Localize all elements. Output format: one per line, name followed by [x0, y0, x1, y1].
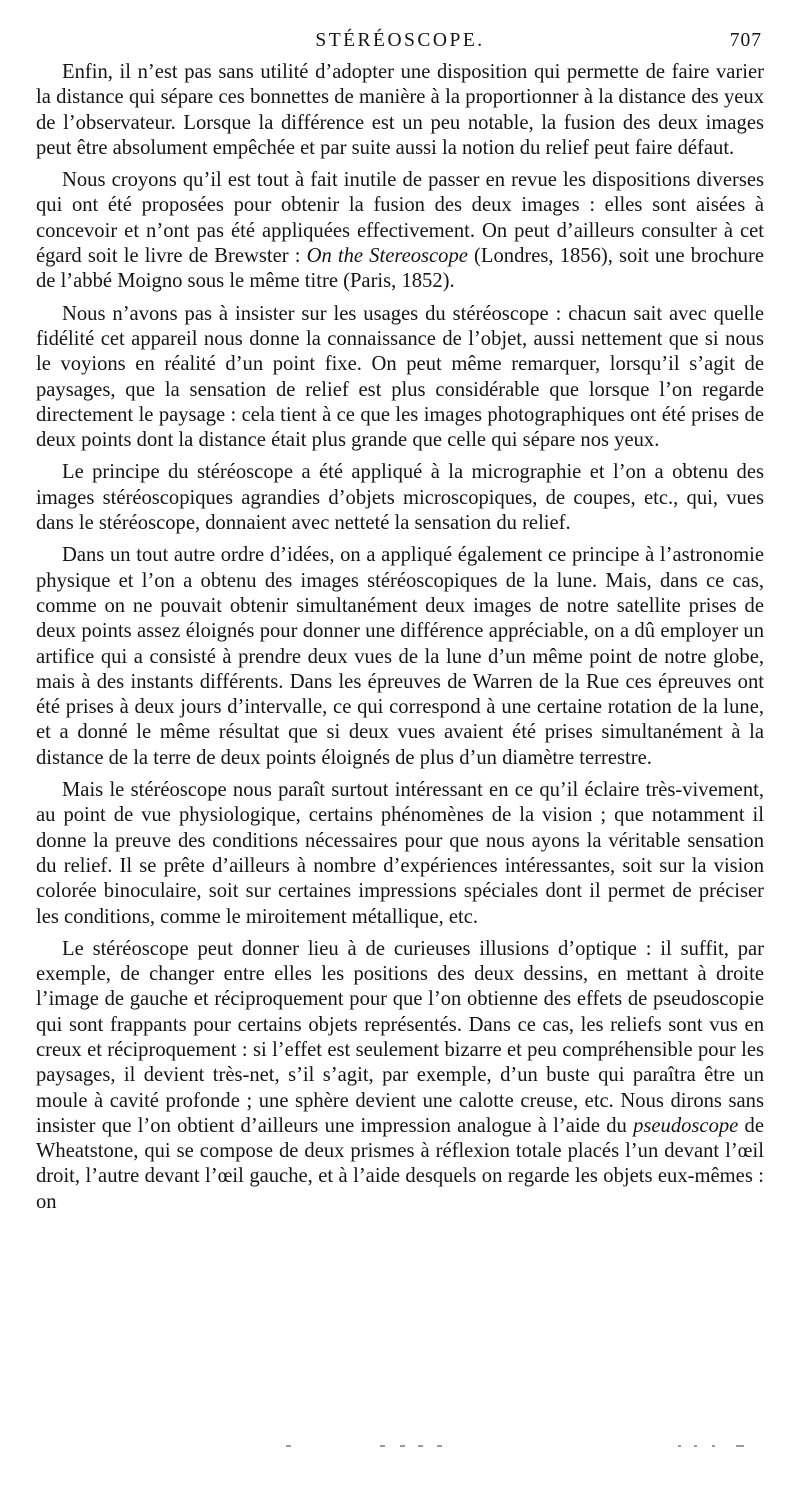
print-mark: [380, 1445, 385, 1447]
text-run: de Wheatstone, qui se compose de deux prismes à réflexion totale placés l’un devant l’œil droit, l’autre devant l’œil gauche, et à l’aide desquels on regarde les objets eux-mêmes : on: [36, 1114, 764, 1213]
text-run: Mais le stéréoscope nous paraît surtout intéressant en ce qu’il éclaire très-vivement, au point de vue physiologique, certains phénomènes de la vision ; que notamment il donne la preuve des conditions nécessaires pour que nous ayons la véritable sensation du relief. Il se prête d’ailleurs à nombre d’expériences intéressantes, soit sur la vision colorée binoculaire, soit sur certaines impressions spéciales dont il permet de préciser les conditions, comme le miroitement métallique, etc.: [36, 779, 764, 928]
body-text: [36, 60, 764, 1215]
italic-title: pseudoscope: [633, 1114, 739, 1137]
paragraph: [36, 778, 764, 930]
print-mark: [694, 1445, 697, 1447]
italic-title: On the Stereoscope: [306, 245, 468, 268]
text-run: Dans un tout autre ordre d’idées, on a appliqué également ce principe à l’astronomie physique et l’on a obtenu des images stéréoscopiques de la lune. Mais, dans ce cas, comme on ne pouvait obtenir simultanément deux images de notre satellite prises de deux points assez éloignés pour donner une différence appréciable, on a dû employer un artifice qui a consisté à prendre deux vues de la lune d’un même point de notre globe, mais à des instants différents. Dans les épreuves de Warren de la Rue ces épreuves ont été prises à deux jours d’intervalle, ce qui correspond à une certaine rotation de la lune, et a donné le même résultat que si deux vues avaient été prises simultanément à la distance de la terre de deux points éloignés de plus d’un diamètre terrestre.: [36, 544, 764, 769]
text-run: Enfin, il n’est pas sans utilité d’adopter une disposition qui permette de faire varier la distance qui sépare ces bonnettes de manière à la proportionner à la distance des yeux de l’observateur. Lorsque la différence est un peu notable, la fusion des deux images peut être absolument empêchée et par suite aussi la notion du relief peut faire défaut.: [36, 61, 764, 159]
print-mark: [678, 1445, 681, 1447]
book-page: [36, 30, 764, 1222]
page-number: 707: [729, 30, 762, 51]
print-mark: [712, 1445, 715, 1447]
running-title: STÉRÉOSCOPE.: [315, 30, 485, 51]
text-run: Nous croyons qu’il est tout à fait inutile de passer en revue les dispositions diverses qui ont été proposées pour obtenir la fusion des deux images : elles sont aisées à concevoir et n’ont pas été appliquées effectivement. On peut d’ailleurs consulter à cet égard soit le livre de Brewster :: [36, 169, 764, 268]
paragraph: [36, 60, 764, 161]
text-run: Le stéréoscope peut donner lieu à de curieuses illusions d’optique : il suffit, par exemple, de changer entre elles les positions des deux dessins, en mettant à droite l’image de gauche et réciproquement pour que l’on obtienne des effets de pseudoscopie qui sont frappants pour certains objets représentés. Dans ce cas, les reliefs sont vus en creux et réciproquement : si l’effet est seulement bizarre et peu compréhensible pour les paysages, il devient très-net, s’il s’agit, par exemple, d’un buste qui paraîtra être un moule à cavité profonde ; une sphère devient une calotte creuse, etc. Nous dirons sans insister que l’on obtient d’ailleurs une impression analogue à l’aide du: [36, 937, 764, 1137]
paragraph: [36, 168, 764, 294]
paragraph: [36, 460, 764, 536]
print-mark: [437, 1445, 442, 1447]
print-mark: [286, 1445, 291, 1447]
paragraph: [36, 302, 764, 454]
print-mark: [418, 1445, 423, 1447]
footer-print-marks: [0, 1440, 800, 1452]
text-run: Le principe du stéréoscope a été appliqué à la micrographie et l’on a obtenu des images stéréoscopiques agrandies d’objets microscopiques, de coupes, etc., qui, vues dans le stéréoscope, donnaient avec netteté la sensation du relief.: [36, 461, 764, 535]
text-run: Nous n’avons pas à insister sur les usages du stéréoscope : chacun sait avec quelle fidélité cet appareil nous donne la connaissance de l’objet, aussi nettement que si nous le voyions en réalité d’un point fixe. On peut même remarquer, lorsqu’il s’agit de paysages, que la sensation de relief est plus considérable que lorsque l’on regarde directement le paysage : cela tient à ce que les images photographiques ont été prises de deux points dont la distance était plus grande que celle qui sépare nos yeux.: [36, 302, 764, 452]
paragraph: [36, 937, 764, 1215]
print-mark: [400, 1445, 405, 1447]
paragraph: [36, 543, 764, 771]
running-head: [36, 30, 764, 60]
text-run: (Londres, 1856), soit une brochure de l’abbé Moigno sous le même titre (Paris, 1852).: [36, 245, 764, 293]
print-mark: [736, 1445, 744, 1447]
